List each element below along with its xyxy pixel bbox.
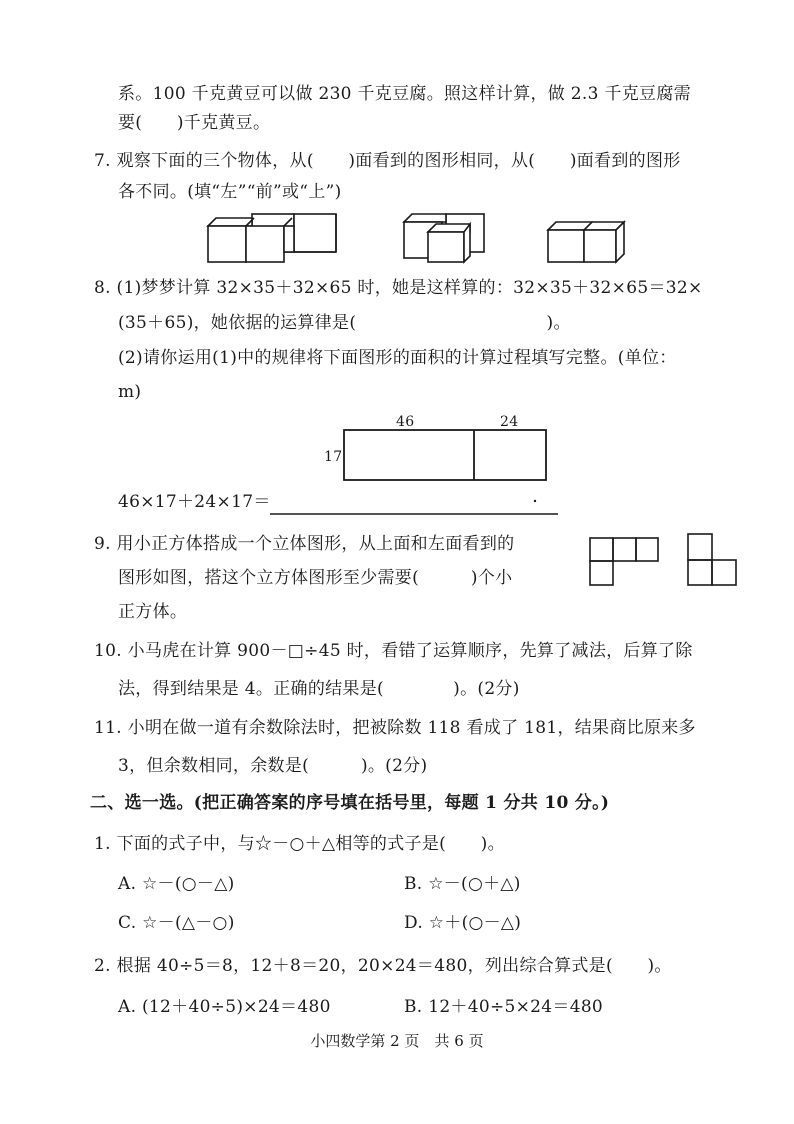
mc1-option-a: A. ☆－(○－△) [118,874,235,894]
page-footer: 小四数学第 2 页 共 6 页 [310,1032,484,1050]
q6-continuation-line-2: 要( )千克黄豆。 [118,113,271,133]
height-label-17: 17 [324,449,343,465]
mc2-question: 2. 根据 40÷5＝8，12＋8＝20，20×24＝480，列出综合算式是( )。 [94,956,672,976]
q11-line-1: 11. 小明在做一道有余数除法时，把被除数 118 看成了 181，结果商比原来多 [94,718,696,738]
mc1-option-c: C. ☆－(△－○) [118,913,235,933]
q9-line-3: 正方体。 [118,602,188,622]
q10-line-1: 10. 小马虎在计算 900－□÷45 时，看错了运算顺序，先算了减法，后算了除 [94,641,693,661]
mc2-option-b: B. 12＋40÷5×24＝480 [404,997,604,1017]
q8-equation: 46×17＋24×17＝ [118,492,271,512]
left-view-diagram [688,534,736,585]
section-2-heading: 二、选一选。(把正确答案的序号填在括号里，每题 1 分共 10 分。) [90,793,610,813]
q8-line-1: 8. (1)梦梦计算 32×35＋32×65 时，她是这样算的：32×35＋32×65＝32× [94,278,703,298]
mc1-question: 1. 下面的式子中，与☆－○＋△相等的式子是( )。 [94,834,505,854]
top-view-diagram [590,538,658,585]
width-label-46: 46 [396,414,415,430]
width-label-24: 24 [500,414,519,430]
q11-line-2: 3，但余数相同，余数是( )。(2分) [118,756,428,776]
mc1-option-b: B. ☆－(○＋△) [404,874,521,894]
q8-line-4: m) [118,382,142,402]
q8-line-2: (35＋65)，她依据的运算律是( )。 [118,313,571,333]
q9-line-2: 图形如图，搭这个立方体图形至少需要( )个小 [118,568,513,588]
q8-line-3: (2)请你运用(1)中的规律将下面图形的面积的计算过程填写完整。(单位： [118,348,677,368]
mc1-option-d: D. ☆＋(○－△) [404,913,522,933]
mc2-option-a: A. (12＋40÷5)×24＝480 [118,997,331,1017]
q6-continuation-line-1: 系。100 千克黄豆可以做 230 千克豆腐。照这样计算，做 2.3 千克豆腐需 [118,84,691,104]
q7-line-1: 7. 观察下面的三个物体，从( )面看到的图形相同，从( )面看到的图形 [94,151,681,171]
q9-line-1: 9. 用小正方体搭成一个立体图形，从上面和左面看到的 [94,534,515,554]
q7-line-2: 各不同。(填“左”“前”或“上”) [118,182,342,202]
q10-line-2: 法，得到结果是 4。正确的结果是( )。(2分) [118,679,520,699]
